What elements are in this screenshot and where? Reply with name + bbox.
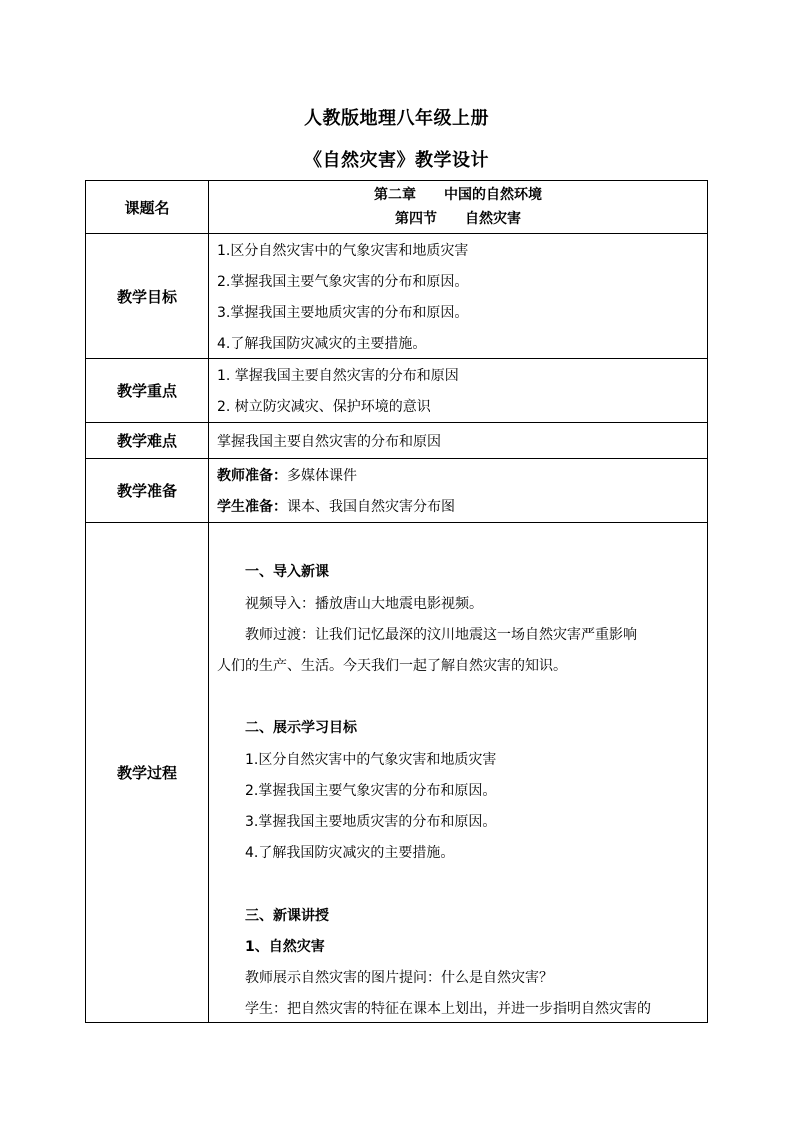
row-label-process: 教学过程	[86, 523, 209, 1022]
row-content-goals	[209, 234, 707, 358]
goal-item: 1.区分自然灾害中的气象灾害和地质灾害	[217, 243, 469, 259]
goal-item: 3.掌握我国主要地质灾害的分布和原因。	[245, 814, 497, 830]
row-preparation	[86, 459, 707, 523]
paragraph: 学生：把自然灾害的特征在课本上划出，并进一步指明自然灾害的	[245, 1001, 651, 1017]
row-content-key-points	[209, 359, 707, 422]
goal-item: 4.了解我国防灾减灾的主要措施。	[217, 336, 427, 352]
row-key-points	[86, 359, 707, 423]
goal-item: 2.掌握我国主要气象灾害的分布和原因。	[217, 274, 469, 290]
row-label-preparation: 教学准备	[86, 459, 209, 522]
document-title: 人教版地理八年级上册	[304, 108, 489, 129]
student-prep-text: 课本、我国自然灾害分布图	[287, 499, 455, 515]
difficulty-text: 掌握我国主要自然灾害的分布和原因	[217, 434, 441, 450]
goal-item: 1.区分自然灾害中的气象灾害和地质灾害	[245, 752, 497, 768]
section-heading: 三、新课讲授	[245, 908, 329, 924]
row-content-difficulty	[209, 423, 707, 458]
goal-item: 2.掌握我国主要气象灾害的分布和原因。	[245, 783, 497, 799]
row-label-key-points: 教学重点	[86, 359, 209, 422]
lesson-plan-table	[85, 180, 708, 1023]
row-goals	[86, 234, 707, 359]
row-difficulty	[86, 423, 707, 459]
student-prep-label: 学生准备：	[217, 499, 287, 515]
row-content-topic	[209, 181, 707, 233]
goal-item: 3.掌握我国主要地质灾害的分布和原因。	[217, 305, 469, 321]
row-topic	[86, 181, 707, 234]
paragraph: 人们的生产、生活。今天我们一起了解自然灾害的知识。	[217, 658, 567, 674]
row-process	[86, 523, 707, 1022]
key-point-item: 2. 树立防灾减灾、保护环境的意识	[217, 399, 431, 415]
row-content-preparation	[209, 459, 707, 522]
subsection-heading: 1、自然灾害	[245, 939, 325, 955]
paragraph: 教师过渡：让我们记忆最深的汶川地震这一场自然灾害严重影响	[245, 627, 637, 643]
key-point-item: 1. 掌握我国主要自然灾害的分布和原因	[217, 368, 459, 384]
teacher-prep	[217, 465, 357, 485]
row-label-difficulty: 教学难点	[86, 423, 209, 458]
row-label-goals: 教学目标	[86, 234, 209, 358]
teacher-prep-label: 教师准备：	[217, 468, 287, 484]
goal-item: 4.了解我国防灾减灾的主要措施。	[245, 845, 455, 861]
chapter-title: 第二章 中国的自然环境	[374, 187, 542, 203]
teacher-prep-text: 多媒体课件	[287, 468, 357, 484]
document-subtitle: 《自然灾害》教学设计	[304, 150, 489, 171]
student-prep	[217, 496, 455, 516]
row-content-process	[209, 523, 707, 1022]
paragraph: 教师展示自然灾害的图片提问：什么是自然灾害？	[245, 970, 553, 986]
section-heading: 二、展示学习目标	[245, 720, 357, 736]
paragraph: 视频导入：播放唐山大地震电影视频。	[245, 596, 483, 612]
row-label-topic: 课题名	[86, 181, 209, 233]
section-title: 第四节 自然灾害	[395, 211, 521, 227]
section-heading: 一、导入新课	[245, 564, 329, 580]
